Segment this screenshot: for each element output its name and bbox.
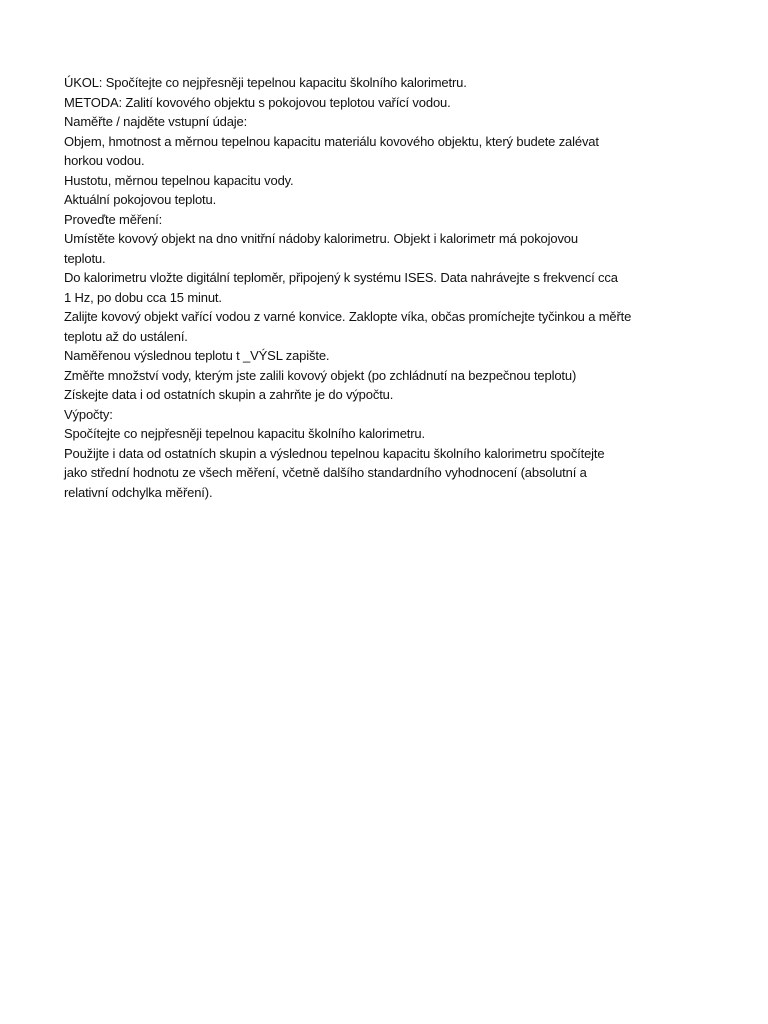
text-line: teplotu. xyxy=(64,250,106,266)
text-line: Spočítejte co nejpřesněji tepelnou kapacitu školního kalorimetru. xyxy=(64,426,425,441)
text-line: relativní odchylka měření). xyxy=(64,484,213,500)
text-line: jako střední hodnotu ze všech měření, včetně dalšího standardního vyhodnocení (absolutní a xyxy=(64,465,587,480)
text-line: Aktuální pokojovou teplotu. xyxy=(64,192,217,207)
text-line: Získejte data i od ostatních skupin a zahrňte je do výpočtu. xyxy=(64,387,394,402)
text-line: Zalijte kovový objekt vařící vodou z varné konvice. Zaklopte víka, občas promíchejte tyčinkou a měřte xyxy=(64,309,632,324)
measurement-heading: Proveďte měření: xyxy=(64,211,163,227)
text-line: Naměřenou výslednou teplotu t _VÝSL zapište. xyxy=(64,348,330,363)
text-line: Umístěte kovový objekt na dno vnitřní nádoby kalorimetru. Objekt i kalorimetr má pokojovou xyxy=(64,231,578,246)
calculations-heading: Výpočty: xyxy=(64,406,113,422)
text-line: Objem, hmotnost a měrnou tepelnou kapacitu materiálu kovového objektu, který budete zalévat xyxy=(64,133,599,149)
text-line: Do kalorimetru vložte digitální teploměr, připojený k systému ISES. Data nahrávejte s frekvencí cca xyxy=(64,270,618,285)
text-line: teplotu až do ustálení. xyxy=(64,328,188,344)
method-line: METODA: Zalití kovového objektu s pokojovou teplotou vařící vodou. xyxy=(64,94,451,110)
document-body xyxy=(64,73,644,502)
text-line: Hustotu, měrnou tepelnou kapacitu vody. xyxy=(64,172,294,188)
inputs-heading: Naměřte / najděte vstupní údaje: xyxy=(64,114,248,129)
task-line: ÚKOL: Spočítejte co nejpřesněji tepelnou kapacitu školního kalorimetru. xyxy=(64,75,467,90)
text-line: Změřte množství vody, kterým jste zalili kovový objekt (po zchládnutí na bezpečnou teplotu) xyxy=(64,367,577,383)
text-line: horkou vodou. xyxy=(64,153,145,168)
text-line: Použijte i data od ostatních skupin a výslednou tepelnou kapacitu školního kalorimetru spočítejte xyxy=(64,445,605,461)
text-line: 1 Hz, po dobu cca 15 minut. xyxy=(64,289,222,305)
